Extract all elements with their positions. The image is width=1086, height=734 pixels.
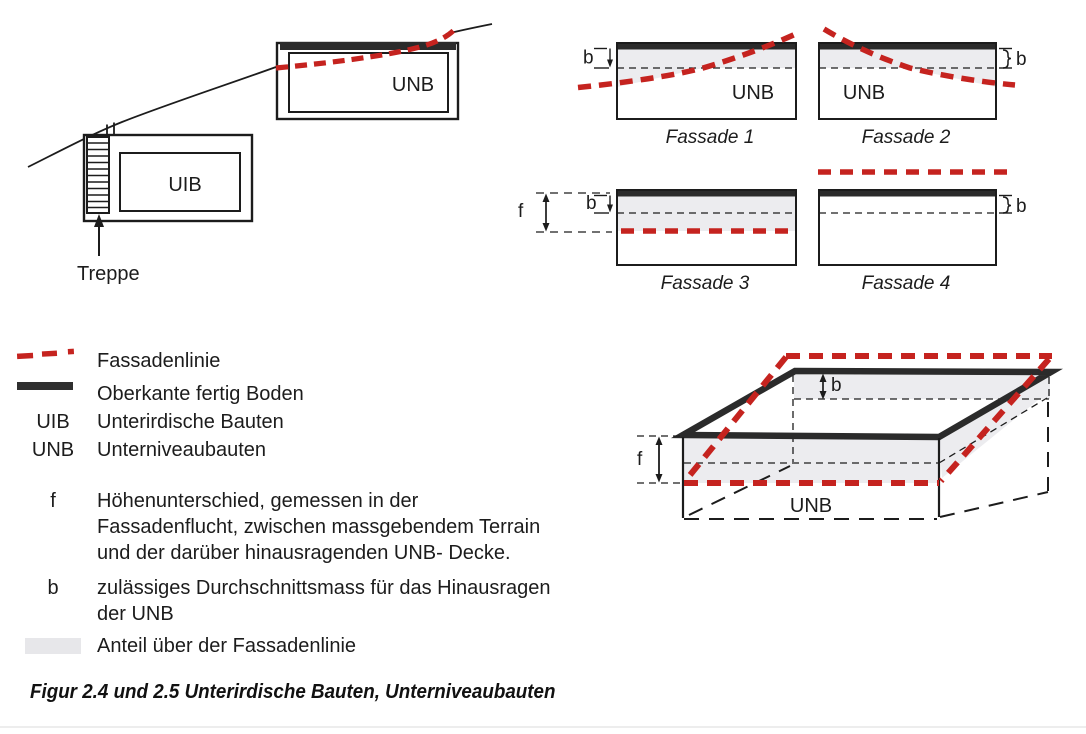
fassade-2-diagram <box>819 29 1027 148</box>
iso-unb-diagram <box>637 356 1052 519</box>
f1-b-marker <box>583 48 613 69</box>
figure-caption: Figur 2.4 und 2.5 Unterirdische Bauten, Unterniveaubauten <box>30 681 556 703</box>
legend-row-f <box>16 488 559 566</box>
legend-row-anteil <box>16 633 559 659</box>
f4-box-fill <box>819 190 996 265</box>
legend-row-oberkante <box>16 381 559 407</box>
page-rule <box>0 726 1086 728</box>
legend-label: Unterirdische Bauten <box>97 411 284 433</box>
f3-title: Fassade 3 <box>660 273 750 294</box>
iso-b-marker <box>820 374 842 400</box>
anteil-swatch-symbol <box>16 633 90 659</box>
uib-symbol-text: UIB <box>36 411 70 433</box>
fassade-4-diagram <box>818 172 1027 294</box>
legend-row-b <box>16 575 559 627</box>
legend-label: zulässiges Durchschnittsmass für das Hinausragen der UNB <box>97 577 551 625</box>
unb-symbol-text: UNB <box>31 439 75 461</box>
treppe-label: Treppe <box>77 263 140 285</box>
legend-label: Fassadenlinie <box>97 350 221 372</box>
red-dashed-line-icon <box>16 348 80 360</box>
f4-b-label: b <box>1016 196 1027 217</box>
legend-label: Oberkante fertig Boden <box>97 383 304 405</box>
f4-title: Fassade 4 <box>861 273 951 294</box>
iso-front-shade <box>683 437 938 483</box>
f4-b-marker <box>999 196 1027 218</box>
fassade-3-diagram <box>518 189 796 294</box>
gray-swatch-icon <box>25 638 81 654</box>
f2-b-label: b <box>1016 49 1027 70</box>
fassade-1-diagram <box>578 32 800 148</box>
legend-row-unb <box>16 437 559 463</box>
legend-label: Höhenunterschied, gemessen in der Fassadenflucht, zwischen massgebendem Terrain und der darüber hinausragenden UNB- Decke. <box>97 490 541 564</box>
thick-black-line-icon <box>16 381 74 391</box>
f2-title: Fassade 2 <box>861 127 951 148</box>
uib-label: UIB <box>168 174 202 196</box>
f2-unb-label: UNB <box>842 82 886 104</box>
iso-f-marker <box>637 436 680 483</box>
f1-title: Fassade 1 <box>665 127 755 148</box>
oberkante-bar-symbol <box>16 381 90 407</box>
legend-label: Anteil über der Fassadenlinie <box>97 635 357 657</box>
b-symbol-text: b <box>47 577 59 599</box>
f1-b-label: b <box>583 47 594 69</box>
iso-f-label: f <box>637 449 643 470</box>
f3-f-label: f <box>518 201 524 222</box>
f-symbol-text: f <box>50 490 56 512</box>
f3-b-marker <box>586 193 613 214</box>
legend-label: Unterniveaubauten <box>97 439 267 461</box>
legend-row-fassadenlinie <box>16 348 559 374</box>
f3-above-line-shade <box>617 197 796 232</box>
f2-b-marker <box>999 49 1027 71</box>
iso-unb-label: UNB <box>789 495 833 517</box>
site-section-sketch <box>28 24 492 285</box>
unb-label: UNB <box>391 74 435 96</box>
legend-row-uib <box>16 409 559 435</box>
f1-unb-label: UNB <box>731 82 775 104</box>
f3-b-label: b <box>586 193 597 214</box>
fassadenlinie-symbol <box>16 348 90 374</box>
iso-b-label: b <box>831 375 842 396</box>
